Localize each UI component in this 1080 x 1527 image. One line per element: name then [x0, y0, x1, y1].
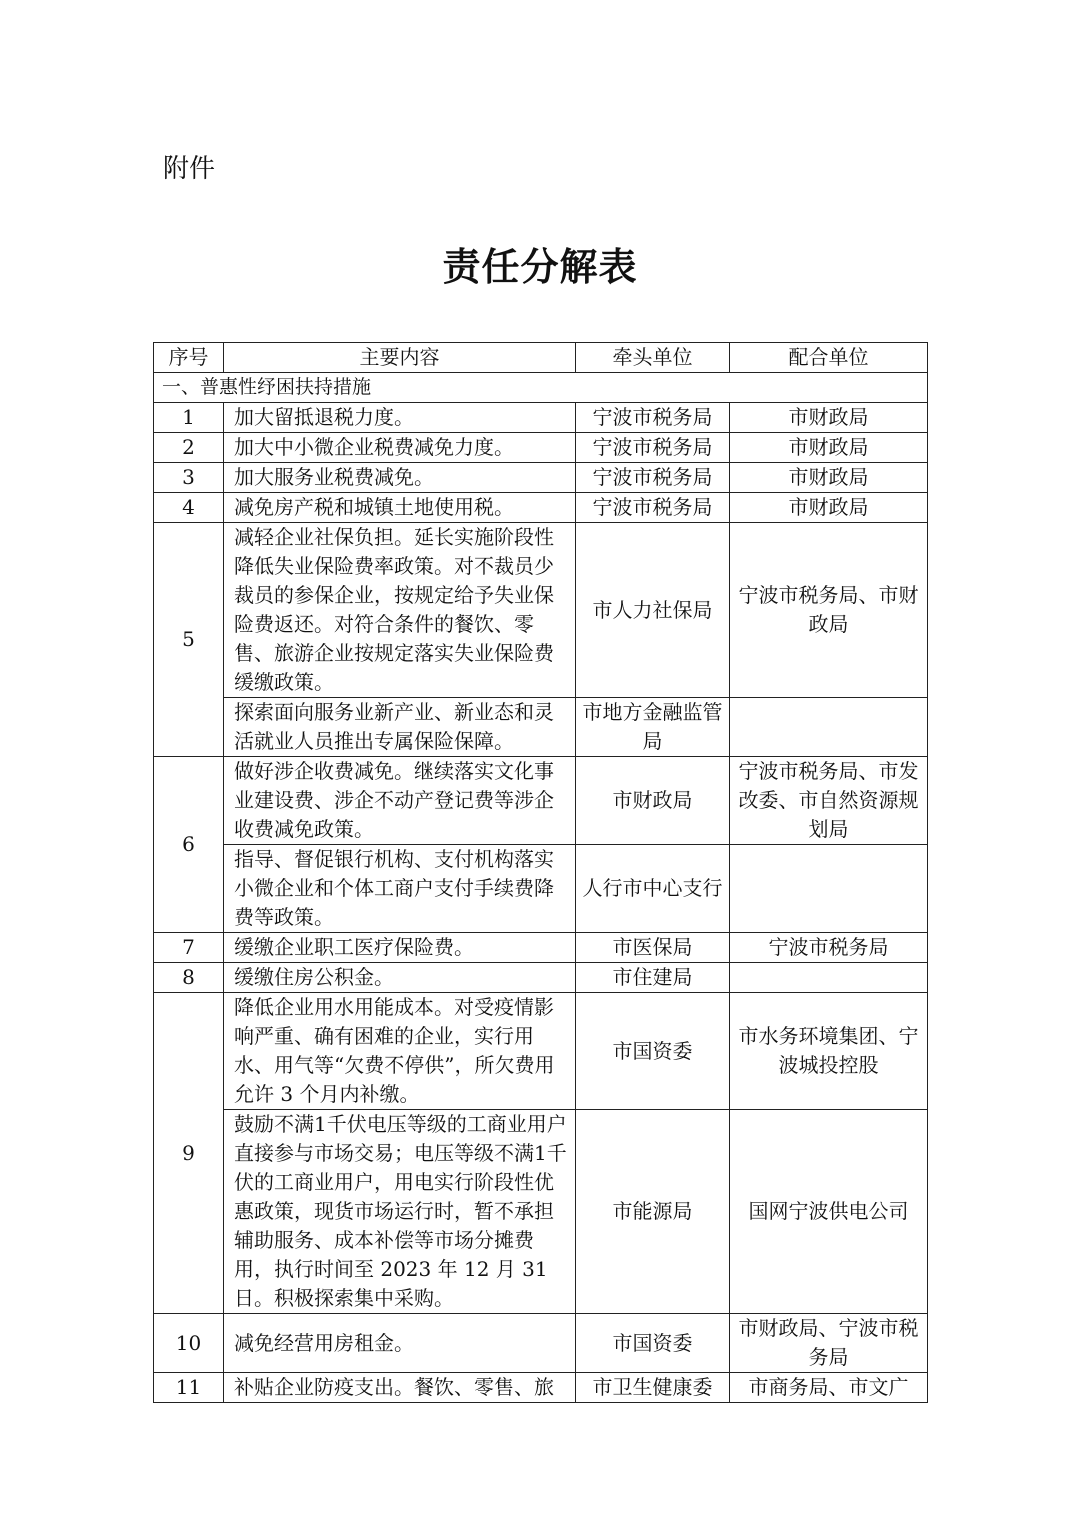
row-support-unit: 市水务环境集团、宁波城投控股 [730, 993, 928, 1110]
row-lead-unit: 市地方金融监管局 [576, 698, 730, 757]
row-content: 指导、督促银行机构、支付机构落实小微企业和个体工商户支付手续费降费等政策。 [224, 845, 576, 933]
row-number: 3 [154, 463, 224, 493]
row-number: 6 [154, 757, 224, 933]
row-support-unit: 宁波市税务局 [730, 933, 928, 963]
row-support-unit: 市财政局 [730, 493, 928, 523]
row-lead-unit: 宁波市税务局 [576, 403, 730, 433]
row-lead-unit: 宁波市税务局 [576, 493, 730, 523]
row-lead-unit: 人行市中心支行 [576, 845, 730, 933]
row-lead-unit: 市财政局 [576, 757, 730, 845]
section-title: 一、普惠性纾困扶持措施 [154, 373, 928, 403]
row-content: 做好涉企收费减免。继续落实文化事业建设费、涉企不动产登记费等涉企收费减免政策。 [224, 757, 576, 845]
row-support-unit: 国网宁波供电公司 [730, 1110, 928, 1314]
row-lead-unit: 市人力社保局 [576, 523, 730, 698]
row-content: 加大留抵退税力度。 [224, 403, 576, 433]
row-lead-unit: 宁波市税务局 [576, 433, 730, 463]
section-row [154, 373, 928, 403]
table-row [154, 993, 928, 1110]
row-number: 4 [154, 493, 224, 523]
row-support-unit [730, 698, 928, 757]
row-content: 探索面向服务业新产业、新业态和灵活就业人员推出专属保险保障。 [224, 698, 576, 757]
row-content: 降低企业用水用能成本。对受疫情影响严重、确有困难的企业，实行用水、用气等“欠费不停供”，所欠费用允许 3 个月内补缴。 [224, 993, 576, 1110]
row-support-unit: 市财政局 [730, 433, 928, 463]
row-content: 加大服务业税费减免。 [224, 463, 576, 493]
row-support-unit: 宁波市税务局、市财政局 [730, 523, 928, 698]
row-support-unit: 市商务局、市文广 [730, 1373, 928, 1403]
table-row [154, 1110, 928, 1314]
row-number: 2 [154, 433, 224, 463]
table-row [154, 433, 928, 463]
row-support-unit [730, 845, 928, 933]
table-row [154, 933, 928, 963]
col-header-number: 序号 [154, 343, 224, 373]
row-lead-unit: 市住建局 [576, 963, 730, 993]
row-lead-unit: 市能源局 [576, 1110, 730, 1314]
row-content: 加大中小微企业税费减免力度。 [224, 433, 576, 463]
table-row [154, 1373, 928, 1403]
row-number: 1 [154, 403, 224, 433]
row-number: 9 [154, 993, 224, 1314]
responsibility-table [153, 342, 928, 1403]
table-row [154, 698, 928, 757]
table-row [154, 1314, 928, 1373]
table-row [154, 757, 928, 845]
row-lead-unit: 市国资委 [576, 1314, 730, 1373]
row-support-unit: 市财政局 [730, 463, 928, 493]
row-support-unit: 宁波市税务局、市发改委、市自然资源规划局 [730, 757, 928, 845]
row-content: 缓缴企业职工医疗保险费。 [224, 933, 576, 963]
row-lead-unit: 宁波市税务局 [576, 463, 730, 493]
row-support-unit [730, 963, 928, 993]
row-lead-unit: 市国资委 [576, 993, 730, 1110]
row-number: 5 [154, 523, 224, 757]
attachment-label: 附件 [163, 154, 216, 184]
row-support-unit: 市财政局、宁波市税务局 [730, 1314, 928, 1373]
table-row [154, 963, 928, 993]
table-row [154, 493, 928, 523]
row-number: 7 [154, 933, 224, 963]
row-number: 10 [154, 1314, 224, 1373]
row-content: 缓缴住房公积金。 [224, 963, 576, 993]
table-row [154, 523, 928, 698]
row-support-unit: 市财政局 [730, 403, 928, 433]
row-content: 补贴企业防疫支出。餐饮、零售、旅 [224, 1373, 576, 1403]
row-content: 减免经营用房租金。 [224, 1314, 576, 1373]
col-header-content: 主要内容 [224, 343, 576, 373]
row-content: 减免房产税和城镇土地使用税。 [224, 493, 576, 523]
row-lead-unit: 市医保局 [576, 933, 730, 963]
row-content: 减轻企业社保负担。延长实施阶段性降低失业保险费率政策。对不裁员少裁员的参保企业，按规定给予失业保险费返还。对符合条件的餐饮、零售、旅游企业按规定落实失业保险费缓缴政策。 [224, 523, 576, 698]
row-number: 8 [154, 963, 224, 993]
row-content: 鼓励不满1千伏电压等级的工商业用户直接参与市场交易；电压等级不满1千伏的工商业用户，用电实行阶段性优惠政策，现货市场运行时，暂不承担辅助服务、成本补偿等市场分摊费用，执行时间至 2023 年 12 月 31 日。积极探索集中采购。 [224, 1110, 576, 1314]
row-lead-unit: 市卫生健康委 [576, 1373, 730, 1403]
table-row [154, 845, 928, 933]
table-row [154, 403, 928, 433]
document-title: 责任分解表 [442, 244, 638, 289]
col-header-lead-unit: 牵头单位 [576, 343, 730, 373]
row-number: 11 [154, 1373, 224, 1403]
table-row [154, 463, 928, 493]
col-header-support-unit: 配合单位 [730, 343, 928, 373]
table-header-row [154, 343, 928, 373]
